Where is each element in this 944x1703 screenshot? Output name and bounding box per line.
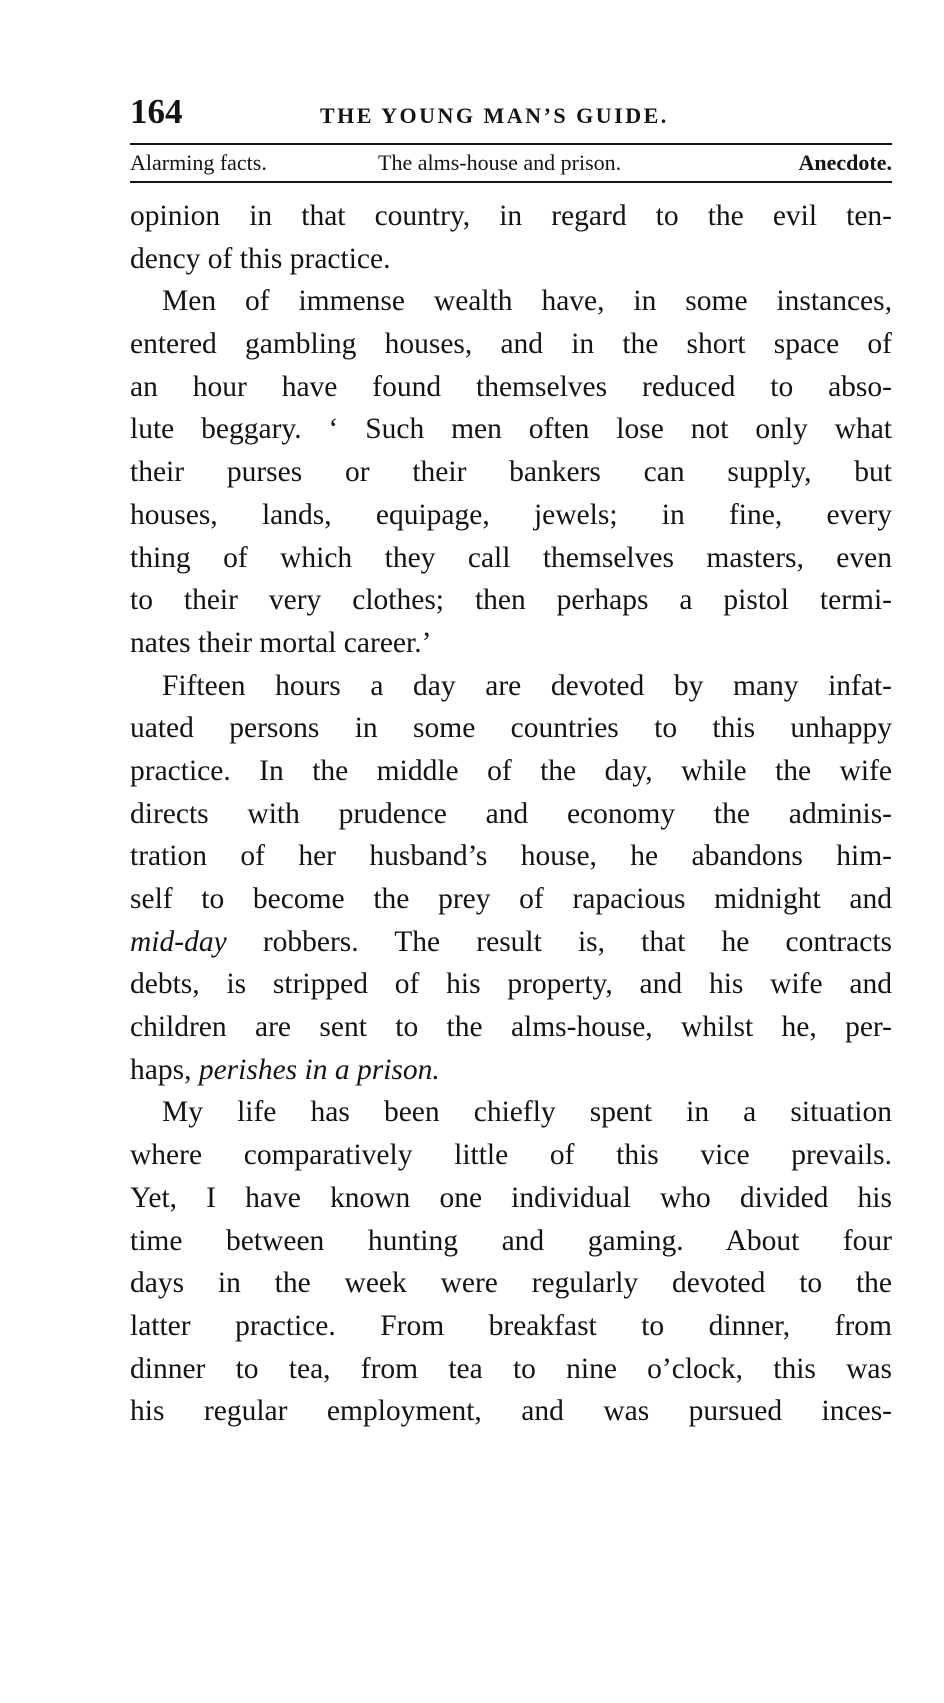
text-line: his regular employment, and was pursued inces- [130,1395,892,1428]
text-line: latter practice. From breakfast to dinner, from [130,1309,892,1342]
text-line: nates their mortal career.’ [130,626,432,659]
text-fragment: robbers. The result is, that he contracts [226,925,892,958]
text-line: uated persons in some countries to this unhappy [130,712,892,745]
text-line: opinion in that country, in regard to the evil ten- [130,200,892,232]
text-line: Yet, I have known one individual who divided his [130,1181,892,1214]
italic-phrase: mid-day [130,925,227,958]
topic-bar [130,143,892,183]
text-line: directs with prudence and economy the adminis- [130,797,892,830]
paragraph-start-line: My life has been chiefly spent in a situation [162,1096,892,1129]
page-number: 164 [130,92,183,131]
text-line [130,1049,892,1092]
text-line: to their very clothes; then perhaps a pistol termi- [130,584,892,617]
paragraph-start-line: Fifteen hours a day are devoted by many infat- [162,669,892,702]
text-line: houses, lands, equipage, jewels; in fine, every [130,498,892,531]
running-head [130,92,888,138]
topic-left: Alarming facts. [130,150,267,175]
text-line: self to become the prey of rapacious midnight and [130,883,892,915]
running-title: THE YOUNG MAN’S GUIDE. [320,103,669,128]
topic-center: The alms-house and prison. [378,150,622,175]
text-line: time between hunting and gaming. About four [130,1224,892,1257]
text-line: children are sent to the alms-house, whilst he, per- [130,1011,892,1044]
italic-phrase: perishes in a prison. [198,1053,440,1086]
text-line: days in the week were regularly devoted to the [130,1267,892,1300]
text-line: lute beggary. ‘ Such men often lose not only what [130,413,892,446]
text-line: entered gambling houses, and in the short space of [130,328,892,361]
text-line: where comparatively little of this vice prevails. [130,1139,892,1172]
text-line: thing of which they call themselves masters, even [130,541,892,574]
text-line: practice. In the middle of the day, while the wife [130,754,892,787]
body-text [130,195,892,1433]
text-line: dency of this practice. [130,242,391,275]
text-line: debts, is stripped of his property, and his wife and [130,968,892,1001]
text-line: dinner to tea, from tea to nine o’clock, this was [130,1352,892,1385]
text-fragment: haps, [130,1053,199,1086]
text-line: their purses or their bankers can supply, but [130,456,892,489]
topic-right: Anecdote. [798,150,892,175]
text-line [130,921,892,964]
text-line: an hour have found themselves reduced to abso- [130,370,892,403]
paragraph-start-line: Men of immense wealth have, in some instances, [162,285,892,318]
text-line: tration of her husband’s house, he abandons him- [130,840,892,873]
